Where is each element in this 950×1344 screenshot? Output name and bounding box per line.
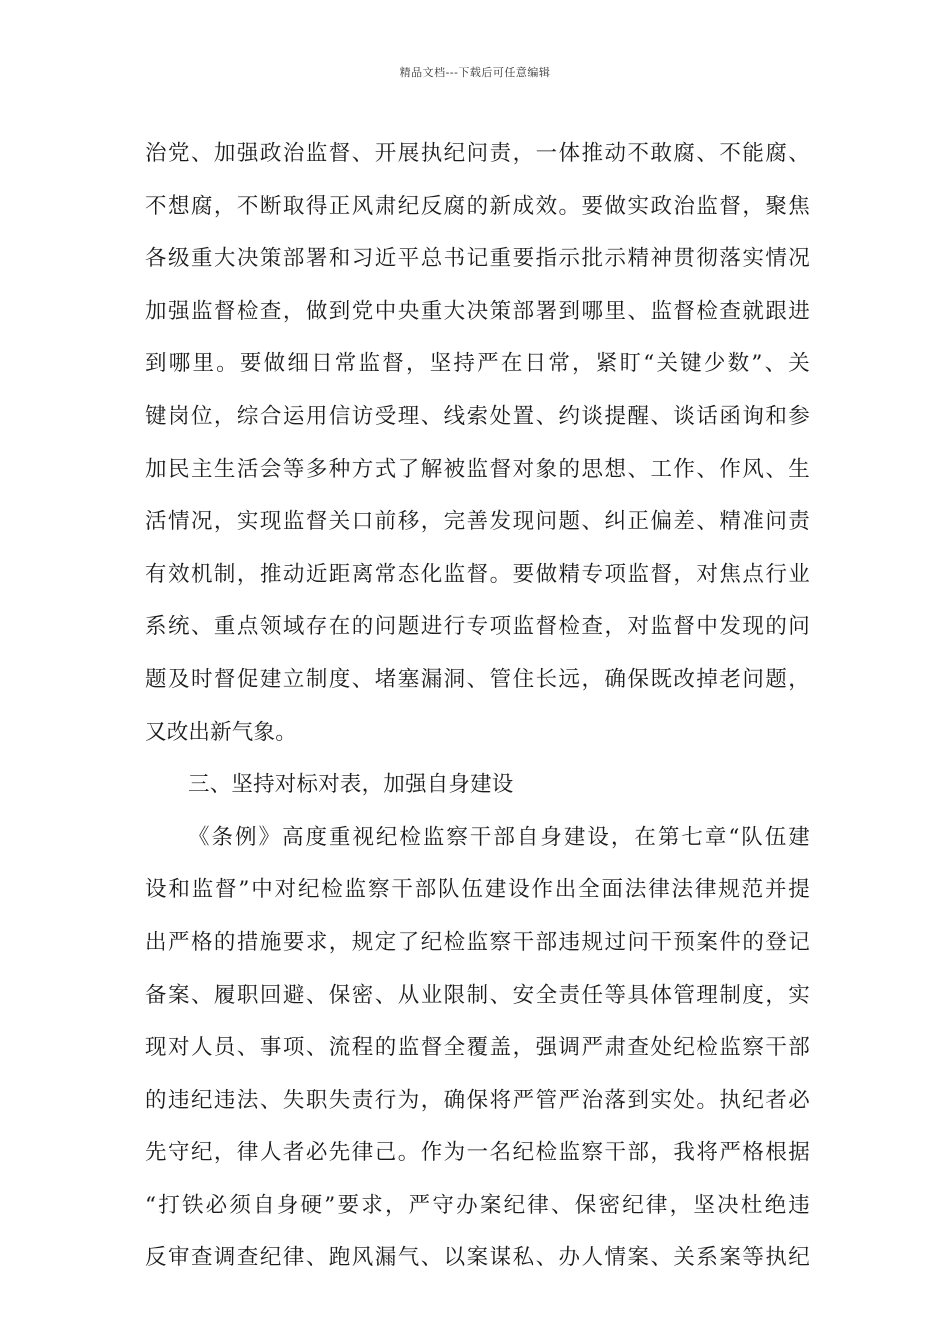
text-line: 反审查调查纪律、跑风漏气、以案谋私、办人情案、关系案等执纪 [145, 1245, 810, 1271]
text-line: 活情况，实现监督关口前移，完善发现问题、纠正偏差、精准问责 [145, 509, 810, 535]
page-header: 精品文档---下载后可任意编辑 [399, 66, 551, 79]
text-line: 不想腐，不断取得正风肃纪反腐的新成效。要做实政治监督，聚焦 [145, 193, 810, 219]
text-line: 又改出新气象。 [145, 719, 297, 745]
text-line: 加强监督检查，做到党中央重大决策部署到哪里、监督检查就跟进 [145, 298, 810, 324]
text-line: “打铁必须自身硬”要求，严守办案纪律、保密纪律，坚决杜绝违 [145, 1192, 810, 1218]
text-line: 的违纪违法、失职失责行为，确保将严管严治落到实处。执纪者必 [145, 1087, 810, 1113]
text-line: 先守纪，律人者必先律己。作为一名纪检监察干部，我将严格根据 [145, 1140, 810, 1166]
text-line: 到哪里。要做细日常监督，坚持严在日常，紧盯“关键少数”、关 [145, 351, 810, 377]
text-line: 设和监督”中对纪检监察干部队伍建设作出全面法律法律规范并提 [145, 877, 810, 903]
text-line: 有效机制，推动近距离常态化监督。要做精专项监督，对焦点行业 [145, 561, 810, 587]
section-heading: 三、坚持对标对表，加强自身建设 [188, 772, 514, 798]
text-line: 各级重大决策部署和习近平总书记重要指示批示精神贯彻落实情况 [145, 246, 810, 272]
text-line: 系统、重点领域存在的问题进行专项监督检查，对监督中发现的问 [145, 614, 810, 640]
text-line: 键岗位，综合运用信访受理、线索处置、约谈提醒、谈话函询和参 [145, 403, 810, 429]
text-line: 加民主生活会等多种方式了解被监督对象的思想、工作、作风、生 [145, 456, 810, 482]
text-line: 备案、履职回避、保密、从业限制、安全责任等具体管理制度，实 [145, 982, 810, 1008]
text-line: 题及时督促建立制度、堵塞漏洞、管住长远，确保既改掉老问题， [145, 666, 810, 692]
text-line: 《条例》高度重视纪检监察干部自身建设，在第七章“队伍建 [188, 824, 810, 850]
text-line: 现对人员、事项、流程的监督全覆盖，强调严肃查处纪检监察干部 [145, 1035, 810, 1061]
document-body [145, 128, 810, 1285]
text-line: 治党、加强政治监督、开展执纪问责，一体推动不敢腐、不能腐、 [145, 141, 810, 166]
text-line: 出严格的措施要求，规定了纪检监察干部违规过问干预案件的登记 [145, 929, 810, 955]
